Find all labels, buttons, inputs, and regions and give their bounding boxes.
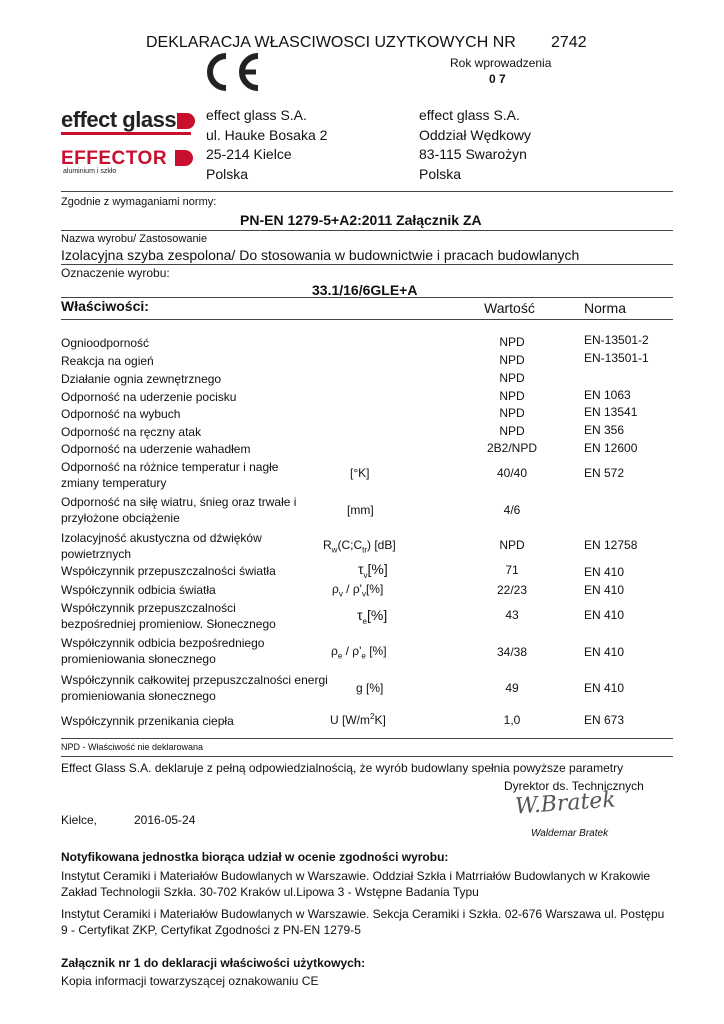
- divider: [61, 319, 673, 320]
- divider: [61, 230, 673, 231]
- property-norm: EN 410: [584, 681, 625, 695]
- property-label: Współczynnik przenikania ciepła: [61, 714, 234, 728]
- property-label: Ognioodporność: [61, 336, 150, 350]
- property-unit: $\rho_e / \rho'_e$ [%]: [331, 644, 387, 661]
- property-value: NPD: [499, 371, 525, 385]
- npd-note: NPD - Właściwość nie deklarowana: [61, 742, 204, 752]
- property-value: 22/23: [496, 583, 528, 597]
- property-value: NPD: [499, 424, 525, 438]
- property-unit: U $[W/m^2K]$: [330, 712, 386, 727]
- signature: W.Bratek: [514, 787, 617, 820]
- property-label: Odporność na uderzenie wahadłem: [61, 442, 251, 456]
- property-unit: $\tau_v[\%]$: [358, 561, 388, 580]
- property-label: Współczynnik przepuszczalności bezpośredniej promieniow. Słonecznego: [61, 601, 276, 631]
- norm-heading: Norma: [584, 300, 627, 316]
- document-title: DEKLARACJA WŁASCIWOSCI UZYTKOWYCH NR: [146, 34, 516, 51]
- company-branch-address: effect glass S.A. Oddział Wędkowy 83-115 Swarożyn Polska: [419, 107, 532, 182]
- property-norm: EN-13501-1: [584, 351, 649, 365]
- property-value: NPD: [499, 353, 525, 367]
- divider: [61, 191, 673, 192]
- effector-logo: EFFECTOR aluminium i szkło: [59, 148, 199, 178]
- property-label: Współczynnik odbicia bezpośredniego promieniowania słonecznego: [61, 636, 265, 666]
- property-unit: $R_w(C;C_{tr})$ [dB]: [323, 538, 396, 555]
- property-norm: EN-13501-2: [584, 333, 649, 347]
- property-unit: $\tau_e[\%]$: [357, 607, 388, 626]
- property-label: Współczynnik całkowitej przepuszczalności energi promieniowania słonecznego: [61, 673, 328, 703]
- property-value: NPD: [499, 335, 525, 349]
- annex-text: Kopia informacji towarzyszącej oznakowaniu CE: [61, 974, 319, 988]
- property-label: Odporność na siłę wiatru, śnieg oraz trwałe i przyłożone obciążenie: [61, 495, 297, 525]
- property-norm: EN 12600: [584, 441, 638, 455]
- properties-heading: Właściwości:: [61, 298, 149, 314]
- norm-label: Zgodnie z wymaganiami normy:: [61, 196, 217, 208]
- property-norm: EN 410: [584, 645, 625, 659]
- divider: [61, 738, 673, 739]
- property-norm: EN 410: [584, 608, 625, 622]
- document-number: 2742: [551, 34, 587, 51]
- notified-heading: Notyfikowana jednostka biorąca udział w ocenie zgodności wyrobu:: [61, 850, 449, 864]
- norm-value: PN-EN 1279-5+A2:2011 Załącznik ZA: [240, 212, 482, 228]
- property-value: 71: [505, 563, 519, 577]
- product-name: Izolacyjna szyba zespolona/ Do stosowania w budownictwie i pracach budowlanych: [61, 247, 580, 263]
- property-norm: EN 12758: [584, 538, 638, 552]
- property-label: Reakcja na ogień: [61, 354, 154, 368]
- signer-title: Dyrektor ds. Technicznych: [504, 779, 644, 793]
- property-value: NPD: [499, 389, 525, 403]
- property-unit: [°K]: [350, 466, 370, 480]
- divider: [61, 297, 673, 298]
- property-unit: $\rho_v / \rho'_v[\%]$: [332, 582, 384, 599]
- property-label: Współczynnik odbicia światła: [61, 583, 216, 597]
- property-value: 40/40: [496, 466, 528, 480]
- property-label: Odporność na uderzenie pocisku: [61, 390, 237, 404]
- year-label: Rok wprowadzenia: [450, 56, 552, 70]
- property-value: NPD: [499, 406, 525, 420]
- effect-glass-logo: effect glass: [59, 107, 199, 137]
- property-unit: g [%]: [356, 681, 384, 695]
- property-label: Odporność na różnice temperatur i nagłe zmiany temperatury: [61, 460, 279, 490]
- divider: [61, 756, 673, 757]
- declaration-text: Effect Glass S.A. deklaruje z pełną odpowiedzialnością, że wyrób budowlany spełnia powyższe parametry: [61, 761, 624, 775]
- property-label: Odporność na wybuch: [61, 407, 181, 421]
- property-value: 4/6: [503, 503, 521, 517]
- property-norm: EN 410: [584, 565, 625, 579]
- property-label: Współczynnik przepuszczalności światła: [61, 564, 276, 578]
- property-value: 34/38: [496, 645, 528, 659]
- property-unit: [mm]: [347, 503, 374, 517]
- signer-name: Waldemar Bratek: [531, 828, 609, 839]
- property-label: Izolacyjność akustyczna od dźwięków powietrznych: [61, 531, 262, 561]
- property-norm: EN 410: [584, 583, 625, 597]
- annex-heading: Załącznik nr 1 do deklaracji właściwości użytkowych:: [61, 956, 366, 970]
- product-code: 33.1/16/6GLE+A: [312, 282, 418, 298]
- year-value: 0 7: [489, 72, 506, 86]
- value-heading: Wartość: [484, 300, 535, 316]
- property-norm: EN 673: [584, 713, 625, 727]
- property-label: Odporność na ręczny atak: [61, 425, 202, 439]
- product-label: Nazwa wyrobu/ Zastosowanie: [61, 233, 208, 245]
- property-norm: EN 356: [584, 423, 625, 437]
- ce-mark-icon: [198, 52, 262, 92]
- property-value: 49: [505, 681, 519, 695]
- property-norm: EN 572: [584, 466, 625, 480]
- product-code-label: Oznaczenie wyrobu:: [61, 266, 170, 280]
- company-main-address: effect glass S.A. ul. Hauke Bosaka 2 25-214 Kielce Polska: [206, 107, 328, 182]
- property-value: NPD: [499, 538, 525, 552]
- property-norm: EN 13541: [584, 405, 638, 419]
- property-value: 43: [505, 608, 519, 622]
- property-value: 1,0: [503, 713, 521, 727]
- property-norm: EN 1063: [584, 388, 631, 402]
- property-value: 2B2/NPD: [486, 441, 538, 455]
- property-label: Działanie ognia zewnętrznego: [61, 372, 222, 386]
- notified-paragraph-1: Instytut Ceramiki i Materiałów Budowlanych w Warszawie. Oddział Szkła i Matrriałów Budowlanych w Krakowie Zakład Technologii Szkła. 30-702 Kraków ul.Lipowa 3 - Wstępne Badania Typu: [61, 869, 651, 899]
- date: 2016-05-24: [134, 813, 196, 827]
- divider: [61, 264, 673, 265]
- notified-paragraph-2: Instytut Ceramiki i Materiałów Budowlanych w Warszawie. Sekcja Ceramiki i Szkła. 02-676 Warszawa ul. Postępu 9 - Certyfikat ZKP, Certyfikat Zgodności z PN-EN 1279-5: [61, 907, 665, 937]
- place: Kielce,: [61, 813, 98, 827]
